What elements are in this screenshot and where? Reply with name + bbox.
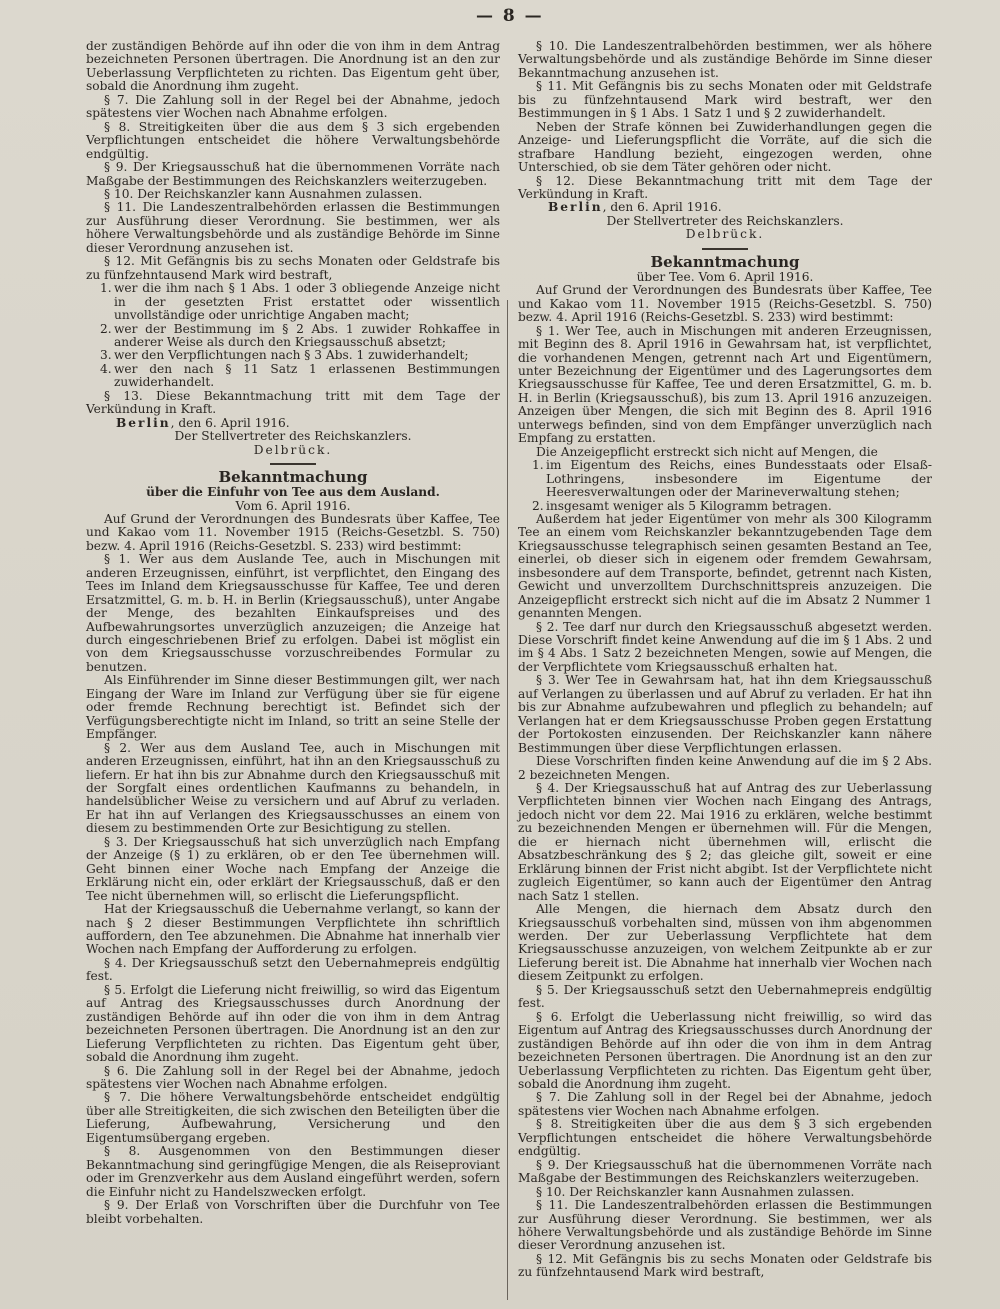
signature-place: Berlin (548, 200, 603, 215)
paragraph: § 7. Die Zahlung soll in der Regel bei der Abnahme, jedoch spätestens vier Wochen nach Abnahme erfolgen. (518, 1090, 932, 1118)
paragraph: der zuständigen Behörde auf ihn oder die von ihm in dem Antrag bezeichneten Personen übertragen. Die Anordnung ist an den zur Ueberlassung Verpflichteten zu richten. Das Eigentum geht über, sobald die Anordnung ihm zugeht. (86, 39, 500, 94)
right-column (518, 40, 932, 1280)
signature-date (86, 417, 500, 430)
signature-date (518, 201, 932, 214)
list-number: 4. (100, 361, 112, 376)
list-text: insgesamt weniger als 5 Kilogramm betragen. (546, 498, 832, 513)
list-number: 1. (532, 458, 544, 473)
paragraph: § 2. Wer aus dem Ausland Tee, auch in Mischungen mit anderen Erzeugnissen, einführt, hat ihn an den Kriegsausschuß zu liefern. Er hat ihn bis zur Abnahme durch den Kriegsausschuß mit der Sorgfalt eines ordentlichen Kaufmanns zu behandeln, in handelsüblicher Weise zu versichern und auf Abruf zu verladen. Er hat ihn auf Verlangen des Kriegsausschusses an einem von diesem zu bestimmenden Orte zur Besichtigung zu stellen. (86, 740, 500, 836)
section-subtitle: über die Einfuhr von Tee aus dem Ausland. (146, 485, 440, 500)
list-text: im Eigentum des Reichs, eines Bundesstaats oder Elsaß-Lothringens, insbesondere im Eigentume der Heeresverwaltungen oder der Marineverwaltung stehen; (546, 458, 932, 500)
column-rule (507, 300, 508, 1300)
section-heading: Bekanntmachung (650, 252, 800, 271)
signature-place: Berlin (116, 415, 171, 430)
list-item (86, 363, 500, 390)
signature-title: Der Stellvertreter des Reichskanzlers. (174, 429, 412, 444)
list-item (86, 323, 500, 350)
paragraph: Auf Grund der Verordnungen des Bundesrats über Kaffee, Tee und Kakao vom 11. November 1915 (Reichs-Gesetzbl. S. 750) bezw. 4. April 1916 (Reichs-Gesetzbl. S. 233) wird bestimmt: (518, 283, 932, 325)
paragraph: § 13. Diese Bekanntmachung tritt mit dem Tage der Verkündung in Kraft. (86, 388, 500, 417)
paragraph: § 10. Der Reichskanzler kann Ausnahmen zulassen. (536, 1184, 855, 1199)
signature-name: Delbrück. (685, 227, 765, 242)
list-number: 1. (100, 281, 112, 296)
signature-title: Der Stellvertreter des Reichskanzlers. (606, 213, 844, 228)
paragraph: § 11. Die Landeszentralbehörden erlassen die Bestimmungen zur Ausführung dieser Verordnung. Sie bestimmen, wer als höhere Verwaltungsbehörde und als zuständige Behörde im Sinne dieser Verordnung anzusehen ist. (86, 200, 500, 255)
list-item (518, 459, 932, 499)
list-number: 2. (532, 498, 544, 513)
list-text: wer den Verpflichtungen nach § 3 Abs. 1 zuwiderhandelt; (114, 348, 469, 363)
section-divider (270, 463, 316, 465)
paragraph: Alle Mengen, die hiernach dem Absatz durch den Kriegsausschuß vorbehalten sind, müssen von ihm abgenommen werden. Der zur Ueberlassung Verpflichtete hat dem Kriegsausschusse anzuzeigen, von welchem Zeitpunkte ab er zur Lieferung bereit ist. Die Abnahme hat innerhalb vier Wochen nach diesem Zeitpunkt zu erfolgen. (518, 902, 932, 984)
paragraph: § 8. Ausgenommen von den Bestimmungen dieser Bekanntmachung sind geringfügige Mengen, die als Reiseproviant oder im Grenzverkehr aus dem Ausland eingeführt werden, sofern die Einfuhr nicht zu Handelszwecken erfolgt. (86, 1144, 500, 1199)
list-item (86, 282, 500, 322)
paragraph: Außerdem hat jeder Eigentümer von mehr als 300 Kilogramm Tee an einem vom Reichskanzler bekanntzugebenden Tage dem Kriegsausschusse telegraphisch seinen gesamten Bestand an Tee, einerlei, ob dieser sich in eigenem oder fremdem Gewahrsam, insbesondere auf dem Transporte, befindet, getrennt nach Kisten, Gewicht und unverzolltem Durchschnittspreis anzuzeigen. Die Anzeigepflicht erstreckt sich nicht auf die im Absatz 2 Nummer 1 genannten Mengen. (518, 511, 932, 621)
paragraph: § 1. Wer aus dem Auslande Tee, auch in Mischungen mit anderen Erzeugnissen, einführt, ist verpflichtet, den Eingang des Tees im Inland dem Kriegsausschusse für Kaffee, Tee und deren Ersatzmittel, G. m. b. H. in Berlin (Kriegsausschuß), unter Angabe der Menge, des bezahlten Einkaufspreises und des Aufbewahrungsortes unverzüglich anzuzeigen; die Anzeige hat durch eingeschriebenen Brief zu erfolgen. Dabei ist möglist ein von dem Kriegsausschusse vorzuschreibendes Formular zu benutzen. (86, 552, 500, 674)
paragraph: § 8. Streitigkeiten über die aus dem § 3 sich ergebenden Verpflichtungen entscheidet die höhere Verwaltungsbehörde endgültig. (86, 119, 500, 161)
section-subtitle: über Tee. Vom 6. April 1916. (636, 269, 814, 284)
paragraph: § 5. Der Kriegsausschuß setzt den Uebernahmepreis endgültig fest. (518, 982, 932, 1011)
list-text: wer die ihm nach § 1 Abs. 1 oder 3 obliegende Anzeige nicht in der gesetzten Frist erstattet oder wissentlich unvollständige oder unrichtige Angaben macht; (114, 281, 500, 323)
section-heading: Bekanntmachung (218, 468, 368, 487)
list-number: 2. (100, 321, 112, 336)
paragraph: § 5. Erfolgt die Lieferung nicht freiwillig, so wird das Eigentum auf Antrag des Kriegsausschusses durch Anordnung der zuständigen Behörde auf ihn oder die von ihm in dem Antrag bezeichneten Personen übertragen. Die Anordnung ist an den zur Lieferung Verpflichteten zu richten. Das Eigentum geht über, sobald die Anordnung ihm zugeht. (86, 982, 500, 1065)
paragraph: § 4. Der Kriegsausschuß hat auf Antrag des zur Ueberlassung Verpflichteten binnen vier Wochen nach Eingang des Antrags, jedoch nicht vor dem 22. Mai 1916 zu erklären, welche bestimmt zu bezeichnenden Mengen er übernehmen will. Für die Mengen, die er hiernach nicht übernehmen will, erlischt die Absatzbeschränkung des § 2; das gleiche gilt, soweit er eine Erklärung binnen der Frist nicht abgibt. Ist der Verpflichtete nicht zugleich Eigentümer, so kann auch der Eigentümer den Antrag nach Satz 1 stellen. (518, 781, 932, 903)
paragraph: § 6. Die Zahlung soll in der Regel bei der Abnahme, jedoch spätestens vier Wochen nach Abnahme erfolgen. (86, 1063, 500, 1091)
paragraph: Diese Vorschriften finden keine Anwendung auf die im § 2 Abs. 2 bezeichneten Mengen. (518, 754, 932, 782)
paragraph: Neben der Strafe können bei Zuwiderhandlungen gegen die Anzeige- und Lieferungspflicht die Vorräte, auf die sich die strafbare Handlung bezieht, eingezogen werden, ohne Unterschied, ob sie dem Täter gehören oder nicht. (518, 119, 932, 175)
signature-date-text: , den 6. April 1916. (602, 200, 722, 215)
paragraph: § 12. Mit Gefängnis bis zu sechs Monaten oder Geldstrafe bis zu fünfzehntausend Mark wird bestraft, (86, 254, 500, 282)
paragraph: § 12. Mit Gefängnis bis zu sechs Monaten oder Geldstrafe bis zu fünfzehntausend Mark wird bestraft, (518, 1251, 932, 1280)
paragraph: § 1. Wer Tee, auch in Mischungen mit anderen Erzeugnissen, mit Beginn des 8. April 1916 in Gewahrsam hat, ist verpflichtet, die vorhandenen Mengen, getrennt nach Art und Eigentümern, unter Bezeichnung der Eigentümer und des Lagerungsortes dem Kriegsausschusse für Kaffee, Tee und deren Ersatzmittel, G. m. b. H. in Berlin (Kriegsausschuß), bis zum 13. April 1916 anzuzeigen. Anzeigen über Mengen, die sich mit Beginn des 8. April 1916 unterwegs befinden, sind von dem Empfänger unverzüglich nach Empfang zu erstatten. (518, 323, 932, 446)
list-number: 3. (100, 348, 112, 363)
paragraph: § 12. Diese Bekanntmachung tritt mit dem Tage der Verkündung in Kraft. (518, 173, 932, 201)
paragraph: § 10. Der Reichskanzler kann Ausnahmen zulassen. (104, 186, 423, 201)
paragraph: § 9. Der Kriegsausschuß hat die übernommenen Vorräte nach Maßgabe der Bestimmungen des Reichskanzlers weiterzugeben. (86, 160, 500, 188)
paragraph: § 9. Der Erlaß von Vorschriften über die Durchfuhr von Tee bleibt vorbehalten. (86, 1198, 500, 1226)
section-date: Vom 6. April 1916. (235, 498, 351, 513)
list-item (518, 500, 932, 513)
paragraph: § 3. Der Kriegsausschuß hat sich unverzüglich nach Empfang der Anzeige (§ 1) zu erklären, ob er den Tee übernehmen will. Geht binnen einer Woche nach Empfang der Anzeige die Erklärung nicht ein, oder erklärt der Kriegsausschuß, daß er den Tee nicht übernehmen will, so erlischt die Lieferungspflicht. (86, 834, 500, 903)
paragraph: § 11. Mit Gefängnis bis zu sechs Monaten oder mit Geldstrafe bis zu fünfzehntausend Mark wird bestraft, wer den Bestimmungen in § 1 Abs. 1 Satz 1 und § 2 zuwiderhandelt. (518, 79, 932, 121)
paragraph: § 11. Die Landeszentralbehörden erlassen die Bestimmungen zur Ausführung dieser Verordnung. Sie bestimmen, wer als höhere Verwaltungsbehörde und als zuständige Behörde im Sinne dieser Verordnung anzusehen ist. (518, 1198, 932, 1253)
paragraph: § 8. Streitigkeiten über die aus dem § 3 sich ergebenden Verpflichtungen entscheidet die höhere Verwaltungsbehörde endgültig. (518, 1117, 932, 1159)
signature-name: Delbrück. (253, 442, 333, 457)
page-number: — 8 — (476, 6, 544, 26)
paragraph: § 6. Erfolgt die Ueberlassung nicht freiwillig, so wird das Eigentum auf Antrag des Kriegsausschusses durch Anordnung der zuständigen Behörde auf ihn oder die von ihm in dem Antrag bezeichneten Personen übertragen. Die Anordnung ist an den zur Ueberlassung Verpflichteten zu richten. Das Eigentum geht über, sobald die Anordnung ihm zugeht. (518, 1009, 932, 1091)
paragraph: Als Einführender im Sinne dieser Bestimmungen gilt, wer nach Eingang der Ware im Inland zur Verfügung über sie für eigene oder fremde Rechnung berechtigt ist. Befindet sich der Verfügungsberechtigte nicht im Inland, so tritt an seine Stelle der Empfänger. (86, 673, 500, 742)
paragraph: Die Anzeigepflicht erstreckt sich nicht auf Mengen, die (536, 444, 878, 459)
section-divider (702, 248, 748, 250)
paragraph: § 4. Der Kriegsausschuß setzt den Uebernahmepreis endgültig fest. (86, 955, 500, 984)
paragraph: Hat der Kriegsausschuß die Uebernahme verlangt, so kann der nach § 2 dieser Bestimmungen Verpflichtete ihn schriftlich auffordern, den Tee abzunehmen. Die Abnahme hat innerhalb vier Wochen nach Empfang der Aufforderung zu erfolgen. (86, 902, 500, 957)
paragraph: § 3. Wer Tee in Gewahrsam hat, hat ihn dem Kriegsausschuß auf Verlangen zu überlassen und auf Abruf zu verladen. Er hat ihn bis zur Abnahme aufzubewahren und pfleglich zu behandeln; auf Verlangen hat er dem Kriegsausschusse Proben gegen Erstattung der Portokosten einzusenden. Der Reichskanzler kann nähere Bestimmungen über diese Verpflichtungen erlassen. (518, 673, 932, 755)
paragraph: § 9. Der Kriegsausschuß hat die übernommenen Vorräte nach Maßgabe der Bestimmungen des Reichskanzlers weiterzugeben. (518, 1157, 932, 1186)
paragraph: Auf Grund der Verordnungen des Bundesrats über Kaffee, Tee und Kakao vom 11. November 1915 (Reichs-Gesetzbl. S. 750) bezw. 4. April 1916 (Reichs-Gesetzbl. S. 233) wird bestimmt: (86, 511, 500, 553)
list-text: wer der Bestimmung im § 2 Abs. 1 zuwider Rohkaffee in anderer Weise als durch den Kriegsausschuß absetzt; (114, 321, 500, 349)
paragraph: § 2. Tee darf nur durch den Kriegsausschuß abgesetzt werden. Diese Vorschrift findet keine Anwendung auf die im § 1 Abs. 2 und im § 4 Abs. 1 Satz 2 bezeichneten Mengen, sowie auf Mengen, die der Verpflichtete vom Kriegsausschuß erhalten hat. (518, 619, 932, 674)
left-column (86, 40, 500, 1226)
list-item (86, 349, 500, 362)
paragraph: § 7. Die höhere Verwaltungsbehörde entscheidet endgültig über alle Streitigkeiten, die sich zwischen den Beteiligten über die Lieferung, Aufbewahrung, Versicherung und den Eigentumsübergang ergeben. (86, 1090, 500, 1145)
paragraph: § 10. Die Landeszentralbehörden bestimmen, wer als höhere Verwaltungsbehörde und als zuständige Behörde im Sinne dieser Bekanntmachung anzusehen ist. (518, 39, 932, 80)
list-text: wer den nach § 11 Satz 1 erlassenen Bestimmungen zuwiderhandelt. (114, 361, 500, 390)
paragraph: § 7. Die Zahlung soll in der Regel bei der Abnahme, jedoch spätestens vier Wochen nach Abnahme erfolgen. (86, 92, 500, 121)
signature-date-text: , den 6. April 1916. (170, 415, 290, 430)
